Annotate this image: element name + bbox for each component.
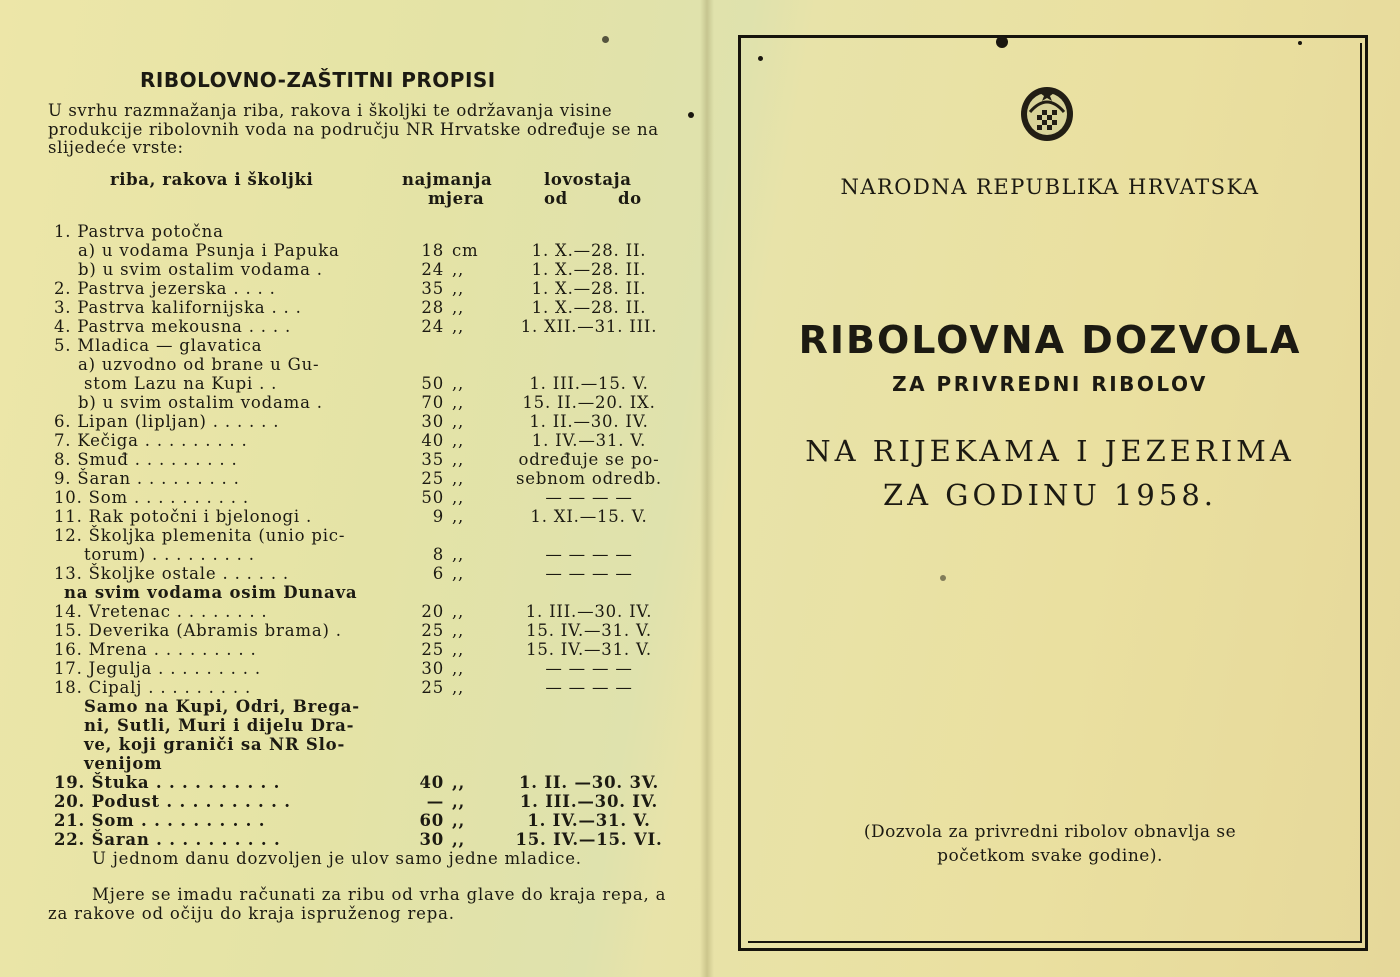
note-daily-limit: U jednom danu dozvoljen je ulov samo jedne mladice. bbox=[92, 849, 582, 868]
unit-cell: ,, bbox=[452, 317, 465, 336]
header-to: do bbox=[618, 189, 642, 208]
footnote-line-1: (Dozvola za privredni ribolov obnavlja se bbox=[863, 822, 1237, 842]
table-row bbox=[54, 450, 694, 469]
season-cell: — — — — bbox=[545, 659, 633, 678]
season-cell: 15. IV.—31. V. bbox=[526, 640, 652, 659]
unit-cell: ,, bbox=[452, 811, 466, 830]
ink-speck bbox=[940, 575, 946, 581]
table-row bbox=[54, 697, 694, 716]
unit-cell: ,, bbox=[452, 431, 465, 450]
species-cell: 15. Deverika (Abramis brama) . bbox=[54, 621, 342, 640]
table-row bbox=[54, 602, 694, 621]
table-row bbox=[54, 412, 694, 431]
table-row bbox=[54, 507, 694, 526]
table-row bbox=[54, 355, 694, 374]
unit-cell: ,, bbox=[452, 792, 466, 811]
note-measurement: Mjere se imadu računati za ribu od vrha glave do kraja repa, a za rakove od očiju do kraja ispruženog repa. bbox=[48, 885, 667, 923]
unit-cell: ,, bbox=[452, 507, 465, 526]
unit-cell: ,, bbox=[452, 412, 465, 431]
table-row bbox=[54, 735, 694, 754]
species-cell: 9. Šaran . . . . . . . . . bbox=[54, 469, 240, 488]
size-cell: 9 bbox=[432, 507, 444, 526]
season-cell: 1. X.—28. II. bbox=[531, 241, 647, 260]
size-cell: 60 bbox=[419, 811, 444, 830]
unit-cell: ,, bbox=[452, 602, 465, 621]
size-cell: 25 bbox=[421, 621, 444, 640]
table-row bbox=[54, 279, 694, 298]
table-row bbox=[54, 716, 694, 735]
season-cell: 1. IV.—31. V. bbox=[527, 811, 651, 830]
season-cell: — — — — bbox=[545, 545, 633, 564]
ink-speck bbox=[1298, 41, 1302, 45]
season-cell: sebnom odredb. bbox=[516, 469, 662, 488]
species-cell: 17. Jegulja . . . . . . . . . bbox=[54, 659, 261, 678]
species-cell: 5. Mladica — glavatica bbox=[54, 336, 263, 355]
unit-cell: ,, bbox=[452, 279, 465, 298]
species-cell: Samo na Kupi, Odri, Brega- bbox=[84, 697, 360, 716]
permit-subtitle: ZA PRIVREDNI RIBOLOV bbox=[892, 372, 1208, 396]
species-cell: 10. Som . . . . . . . . . . bbox=[54, 488, 249, 507]
size-cell: 70 bbox=[421, 393, 444, 412]
ink-speck bbox=[602, 36, 609, 43]
permit-year: ZA GODINU 1958. bbox=[882, 478, 1217, 512]
species-cell: 12. Školjka plemenita (unio pic- bbox=[54, 526, 346, 545]
size-cell: 30 bbox=[421, 659, 444, 678]
season-cell: 1. XI.—15. V. bbox=[530, 507, 648, 526]
header-season: lovostaja bbox=[544, 170, 632, 189]
size-cell: 28 bbox=[421, 298, 444, 317]
species-cell: b) u svim ostalim vodama . bbox=[78, 260, 323, 279]
table-row bbox=[54, 393, 694, 412]
size-cell: 25 bbox=[421, 469, 444, 488]
season-cell: 1. XII.—31. III. bbox=[520, 317, 658, 336]
species-cell: 21. Som . . . . . . . . . . bbox=[54, 811, 266, 830]
size-cell: 50 bbox=[421, 488, 444, 507]
table-row bbox=[54, 754, 694, 773]
unit-cell: ,, bbox=[452, 469, 465, 488]
table-row bbox=[54, 374, 694, 393]
table-row bbox=[54, 241, 694, 260]
species-cell: 19. Štuka . . . . . . . . . . bbox=[54, 773, 281, 792]
species-cell: 14. Vretenac . . . . . . . . bbox=[54, 602, 268, 621]
season-cell: 1. IV.—31. V. bbox=[531, 431, 647, 450]
size-cell: 25 bbox=[421, 678, 444, 697]
table-row bbox=[54, 830, 694, 849]
season-cell: 15. IV.—15. VI. bbox=[515, 830, 663, 849]
species-cell: 2. Pastrva jezerska . . . . bbox=[54, 279, 276, 298]
permit-footnote bbox=[740, 820, 1360, 868]
size-cell: 25 bbox=[421, 640, 444, 659]
table-row bbox=[54, 222, 694, 241]
season-cell: 15. II.—20. IX. bbox=[522, 393, 656, 412]
permit-place: NA RIJEKAMA I JEZERIMA bbox=[805, 434, 1295, 468]
table-row bbox=[54, 583, 694, 602]
header-species: riba, rakova i školjki bbox=[110, 170, 314, 189]
species-cell: ve, koji graniči sa NR Slo- bbox=[84, 735, 346, 754]
size-cell: 40 bbox=[419, 773, 444, 792]
season-cell: 1. X.—28. II. bbox=[531, 279, 647, 298]
size-cell: 8 bbox=[432, 545, 444, 564]
table-row bbox=[54, 336, 694, 355]
ink-speck bbox=[996, 36, 1008, 48]
size-cell: 24 bbox=[421, 260, 444, 279]
season-cell: 1. X.—28. II. bbox=[531, 298, 647, 317]
unit-cell: ,, bbox=[452, 393, 465, 412]
ink-speck bbox=[758, 56, 763, 61]
table-row bbox=[54, 545, 694, 564]
season-cell: 1. II. —30. 3V. bbox=[519, 773, 659, 792]
table-row bbox=[54, 317, 694, 336]
page-fold bbox=[700, 0, 714, 977]
regulations-intro: U svrhu razmnažanja riba, rakova i školjki te održavanja visine produkcije ribolovnih voda na području NR Hrvatske određuje se na slijedeće vrste: bbox=[48, 101, 659, 157]
species-cell: 16. Mrena . . . . . . . . . bbox=[54, 640, 257, 659]
table-row bbox=[54, 811, 694, 830]
species-cell: a) uzvodno od brane u Gu- bbox=[78, 355, 320, 374]
permit-title: RIBOLOVNA DOZVOLA bbox=[798, 318, 1302, 362]
species-cell: torum) . . . . . . . . . bbox=[84, 545, 255, 564]
unit-cell: ,, bbox=[452, 773, 466, 792]
species-cell: 20. Podust . . . . . . . . . . bbox=[54, 792, 291, 811]
table-row bbox=[54, 488, 694, 507]
table-row bbox=[54, 260, 694, 279]
species-cell: 11. Rak potočni i bjelonogi . bbox=[54, 507, 313, 526]
season-cell: 1. III.—30. IV. bbox=[519, 792, 659, 811]
species-cell: venijom bbox=[84, 754, 163, 773]
unit-cell: ,, bbox=[452, 621, 465, 640]
size-cell: 40 bbox=[421, 431, 444, 450]
size-cell: 6 bbox=[432, 564, 444, 583]
species-cell: 6. Lipan (lipljan) . . . . . . bbox=[54, 412, 280, 431]
season-cell: — — — — bbox=[545, 564, 633, 583]
size-cell: 35 bbox=[421, 450, 444, 469]
table-row bbox=[54, 298, 694, 317]
season-cell: — — — — bbox=[545, 488, 633, 507]
species-cell: b) u svim ostalim vodama . bbox=[78, 393, 323, 412]
table-row bbox=[54, 526, 694, 545]
unit-cell: ,, bbox=[452, 374, 465, 393]
unit-cell: cm bbox=[452, 241, 479, 260]
coat-of-arms-icon bbox=[1018, 82, 1076, 144]
ink-speck bbox=[688, 112, 694, 118]
table-row bbox=[54, 621, 694, 640]
species-cell: na svim vodama osim Dunava bbox=[64, 583, 358, 602]
species-cell: 3. Pastrva kalifornijska . . . bbox=[54, 298, 302, 317]
size-cell: 18 bbox=[421, 241, 444, 260]
unit-cell: ,, bbox=[452, 640, 465, 659]
species-cell: a) u vodama Psunja i Papuka bbox=[78, 241, 340, 260]
table-row bbox=[54, 564, 694, 583]
table-row bbox=[54, 640, 694, 659]
republic-name: NARODNA REPUBLIKA HRVATSKA bbox=[840, 175, 1260, 199]
footnote-line-2: početkom svake godine). bbox=[937, 846, 1163, 866]
species-cell: 22. Šaran . . . . . . . . . . bbox=[54, 830, 281, 849]
season-cell: 1. III.—30. IV. bbox=[525, 602, 653, 621]
season-cell: — — — — bbox=[545, 678, 633, 697]
header-min-size-2: mjera bbox=[428, 189, 485, 208]
unit-cell: ,, bbox=[452, 488, 465, 507]
size-cell: 30 bbox=[421, 412, 444, 431]
species-cell: 13. Školjke ostale . . . . . . bbox=[54, 564, 289, 583]
unit-cell: ,, bbox=[452, 564, 465, 583]
season-cell: 15. IV.—31. V. bbox=[526, 621, 652, 640]
size-cell: 30 bbox=[419, 830, 444, 849]
table-row bbox=[54, 792, 694, 811]
size-cell: — bbox=[426, 792, 444, 811]
unit-cell: ,, bbox=[452, 450, 465, 469]
unit-cell: ,, bbox=[452, 298, 465, 317]
unit-cell: ,, bbox=[452, 545, 465, 564]
species-cell: 7. Kečiga . . . . . . . . . bbox=[54, 431, 248, 450]
species-cell: 4. Pastrva mekousna . . . . bbox=[54, 317, 292, 336]
table-row bbox=[54, 773, 694, 792]
species-cell: stom Lazu na Kupi . . bbox=[84, 374, 278, 393]
header-min-size-1: najmanja bbox=[402, 170, 493, 189]
table-row bbox=[54, 659, 694, 678]
season-cell: određuje se po- bbox=[518, 450, 660, 469]
size-cell: 50 bbox=[421, 374, 444, 393]
regulations-title: RIBOLOVNO-ZAŠTITNI PROPISI bbox=[140, 68, 496, 92]
header-from: od bbox=[544, 189, 568, 208]
unit-cell: ,, bbox=[452, 260, 465, 279]
size-cell: 24 bbox=[421, 317, 444, 336]
season-cell: 1. II.—30. IV. bbox=[529, 412, 649, 431]
species-cell: 18. Cipalj . . . . . . . . . bbox=[54, 678, 251, 697]
season-cell: 1. III.—15. V. bbox=[529, 374, 649, 393]
species-cell: 8. Smuđ . . . . . . . . . bbox=[54, 450, 238, 469]
table-row bbox=[54, 431, 694, 450]
unit-cell: ,, bbox=[452, 678, 465, 697]
size-cell: 35 bbox=[421, 279, 444, 298]
species-cell: 1. Pastrva potočna bbox=[54, 222, 224, 241]
unit-cell: ,, bbox=[452, 659, 465, 678]
unit-cell: ,, bbox=[452, 830, 466, 849]
table-row bbox=[54, 469, 694, 488]
table-row bbox=[54, 678, 694, 697]
species-cell: ni, Sutli, Muri i dijelu Dra- bbox=[84, 716, 355, 735]
season-cell: 1. X.—28. II. bbox=[531, 260, 647, 279]
size-cell: 20 bbox=[421, 602, 444, 621]
